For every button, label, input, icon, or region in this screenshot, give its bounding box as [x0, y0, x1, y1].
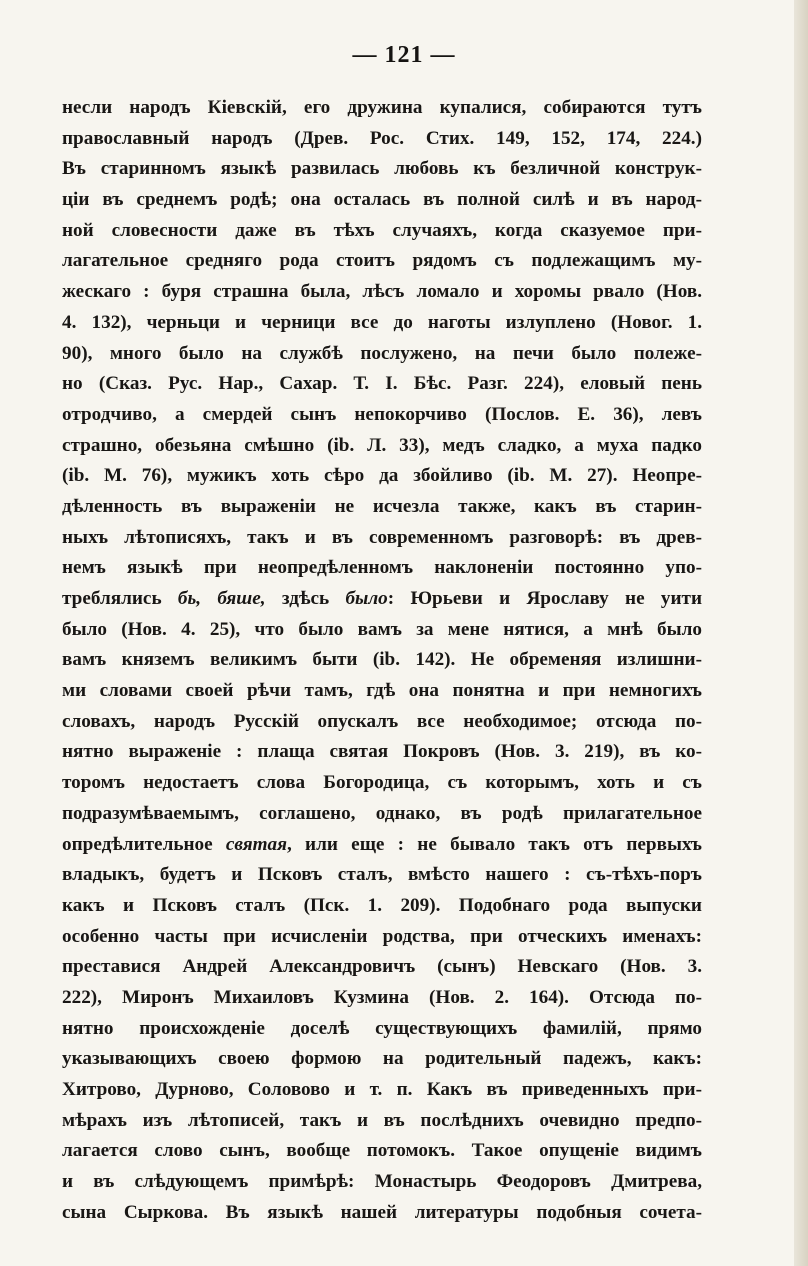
text-line: 222), Миронъ Михаиловъ Кузмина (Нов. 2. 164). Отсюда по-	[62, 986, 702, 1008]
text-line: ныхъ лѣтописяхъ, такъ и въ современномъ разговорѣ: въ древ-	[62, 526, 702, 548]
text-line: подразумѣваемымъ, соглашено, однако, въ родѣ прилагательное	[62, 802, 702, 824]
text-line: лагательное средняго рода стоитъ рядомъ съ подлежащимъ му-	[62, 250, 702, 272]
text-line: 90), много было на службѣ послужено, на печи было полеже-	[62, 342, 702, 364]
text-line: 4. 132), черньци и черници все до наготы излуплено (Новог. 1.	[62, 311, 702, 333]
text-line: Хитрово, Дурново, Соловово и т. п. Какъ въ приведенныхъ при-	[62, 1079, 702, 1100]
text-line: указывающихъ своею формою на родительный падежъ, какъ:	[62, 1048, 702, 1070]
italic-term: святая	[225, 833, 288, 855]
text-line: страшно, обезьяна смѣшно (ib. Л. 33), медъ сладко, а муха падко	[62, 434, 702, 456]
page-number: — 121 —	[352, 42, 456, 68]
text-line: мѣрахъ изъ лѣтописей, такъ и въ послѣднихъ очевидно предпо-	[62, 1109, 702, 1131]
text-line: было (Нов. 4. 25), что было вамъ за мене нятися, а мнѣ было	[62, 618, 702, 640]
text-line: православный народъ (Древ. Рос. Стих. 149, 152, 174, 224.)	[62, 127, 702, 149]
text-line: нятно выраженіе : плаща святая Покровъ (Нов. 3. 219), въ ко-	[62, 741, 702, 763]
text-line: дѣленность въ выраженіи не исчезла также, какъ въ старин-	[62, 495, 702, 517]
text-line: ной словесности даже въ тѣхъ случаяхъ, когда сказуемое при-	[62, 219, 702, 241]
body-text	[62, 93, 702, 1228]
italic-term: было	[345, 588, 388, 609]
text-line: особенно часты при исчисленіи родства, при отческихъ именахъ:	[62, 925, 702, 947]
text-span: : Юрьеви и Ярославу не уити	[387, 588, 703, 609]
text-line: нятно происхожденіе доселѣ существующихъ фамилій, прямо	[62, 1017, 702, 1039]
text-line: преставися Андрей Александровичъ (сынъ) Невскаго (Нов. 3.	[62, 956, 702, 978]
text-line: но (Сказ. Рус. Нар., Сахар. Т. I. Бѣс. Разг. 224), еловый пень	[62, 373, 702, 395]
text-line: вамъ княземъ великимъ быти (ib. 142). Не обременяя излишни-	[62, 649, 702, 671]
text-span: здѣсь	[265, 588, 346, 609]
text-span: , или еще : не бывало такъ отъ первыхъ	[287, 833, 702, 855]
text-line: и въ слѣдующемъ примѣрѣ: Монастырь Феодоровъ Дмитрева,	[62, 1171, 702, 1193]
text-line: какъ и Псковъ сталъ (Пск. 1. 209). Подобнаго рода выпуски	[62, 894, 702, 916]
text-line: отродчиво, а смердей сынъ непокорчиво (Послов. Е. 36), левъ	[62, 403, 702, 425]
text-line: словахъ, народъ Русскій опускалъ все необходимое; отсюда по-	[62, 710, 702, 732]
text-span: опредѣлительное	[62, 833, 226, 855]
text-line-with-italics	[62, 584, 702, 615]
italic-term: бь, бяше,	[177, 588, 266, 609]
text-line: торомъ недостаетъ слова Богородица, съ которымъ, хоть и съ	[62, 772, 702, 794]
text-line: (ib. M. 76), мужикъ хоть сѣро да збойливо (ib. M. 27). Неопре-	[62, 465, 702, 487]
text-line: сына Сыркова. Въ языкѣ нашей литературы подобныя сочета-	[62, 1201, 702, 1223]
text-line: немъ языкѣ при неопредѣленномъ наклоненіи постоянно упо-	[62, 557, 702, 579]
page-edge	[794, 0, 808, 1266]
text-line: лагается слово сынъ, вообще потомокъ. Такое опущеніе видимъ	[62, 1140, 702, 1162]
text-line: Въ старинномъ языкѣ развилась любовь къ безличной конструк-	[62, 158, 702, 180]
text-line: ми словами своей рѣчи тамъ, гдѣ она понятна и при немногихъ	[62, 680, 702, 702]
text-line: несли народъ Кіевскій, его дружина купалися, собираются тутъ	[62, 97, 702, 118]
text-span: треблялись	[62, 588, 178, 609]
text-line: жескаго : буря страшна была, лѣсъ ломало и хоромы рвало (Нов.	[62, 281, 702, 303]
text-line: владыкъ, будетъ и Псковъ сталъ, вмѣсто нашего : съ-тѣхъ-поръ	[62, 864, 702, 886]
text-line: ціи въ среднемъ родѣ; она осталась въ полной силѣ и въ народ-	[62, 189, 702, 211]
text-line-with-italics	[62, 830, 702, 861]
